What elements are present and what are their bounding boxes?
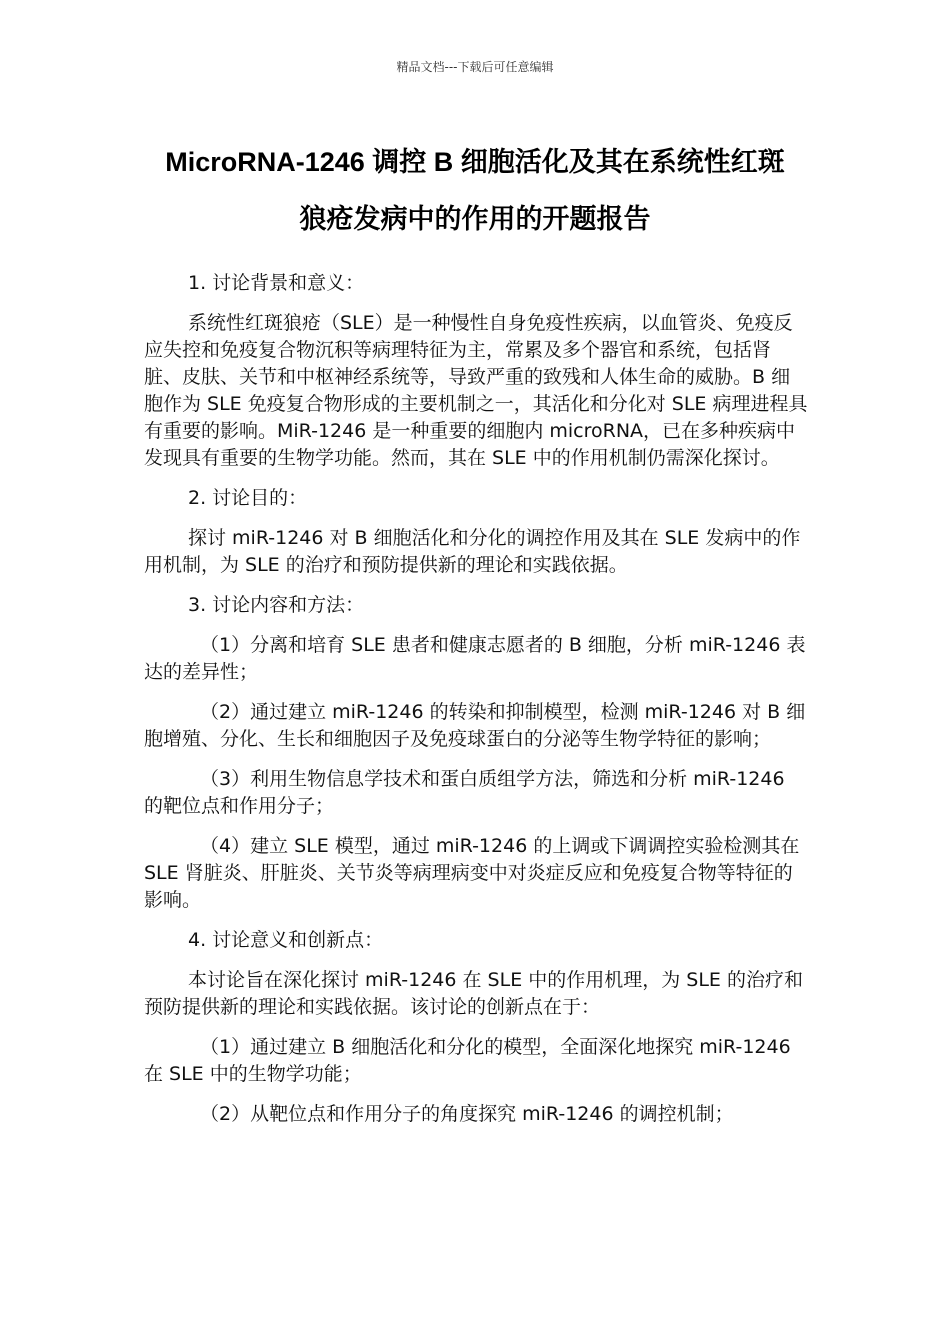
section-4-item-1: （1）通过建立 B 细胞活化和分化的模型，全面深化地探究 miR-1246 在 SLE 中的生物学功能； — [144, 1036, 791, 1085]
section-2-paragraph: 探讨 miR-1246 对 B 细胞活化和分化的调控作用及其在 SLE 发病中的作用机制，为 SLE 的治疗和预防提供新的理论和实践依据。 — [144, 527, 801, 576]
section-3-item-2: （2）通过建立 miR-1246 的转染和抑制模型，检测 miR-1246 对 B 细胞增殖、分化、生长和细胞因子及免疫球蛋白的分泌等生物学特征的影响； — [144, 701, 806, 750]
document-title-line-2: 狼疮发病中的作用的开题报告 — [299, 204, 651, 234]
header-watermark: 精品文档---下载后可任意编辑 — [396, 60, 554, 74]
section-3-heading: 3. 讨论内容和方法： — [188, 594, 365, 616]
document-title-line-1: MicroRNA-1246 调控 B 细胞活化及其在系统性红斑 — [165, 147, 785, 177]
section-3-item-1: （1）分离和培育 SLE 患者和健康志愿者的 B 细胞，分析 miR-1246 表达的差异性； — [144, 634, 806, 683]
section-2-heading: 2. 讨论目的： — [188, 487, 308, 509]
section-1-paragraph: 系统性红斑狼疮（SLE）是一种慢性自身免疫性疾病，以血管炎、免疫反应失控和免疫复合物沉积等病理特征为主，常累及多个器官和系统，包括肾脏、皮肤、关节和中枢神经系统等，导致严重的致残和人体生命的威胁。B 细胞作为 SLE 免疫复合物形成的主要机制之一，其活化和分化对 SLE 病理进程具有重要的影响。MiR-1246 是一种重要的细胞内 microRNA，已在多种疾病中发现具有重要的生物学功能。然而，其在 SLE 中的作用机制仍需深化探讨。 — [144, 312, 808, 469]
section-4-heading: 4. 讨论意义和创新点： — [188, 929, 384, 951]
section-1-heading: 1. 讨论背景和意义： — [188, 272, 365, 294]
section-3-item-3: （3）利用生物信息学技术和蛋白质组学方法，筛选和分析 miR-1246 的靶位点和作用分子； — [144, 768, 785, 817]
document-body — [144, 270, 808, 1141]
section-3-item-4: （4）建立 SLE 模型，通过 miR-1246 的上调或下调调控实验检测其在 SLE 肾脏炎、肝脏炎、关节炎等病理病变中对炎症反应和免疫复合物等特征的影响。 — [144, 835, 800, 911]
section-4-paragraph: 本讨论旨在深化探讨 miR-1246 在 SLE 中的作用机理，为 SLE 的治疗和预防提供新的理论和实践依据。该讨论的创新点在于： — [144, 969, 803, 1018]
section-4-item-2: （2）从靶位点和作用分子的角度探究 miR-1246 的调控机制； — [200, 1103, 734, 1125]
